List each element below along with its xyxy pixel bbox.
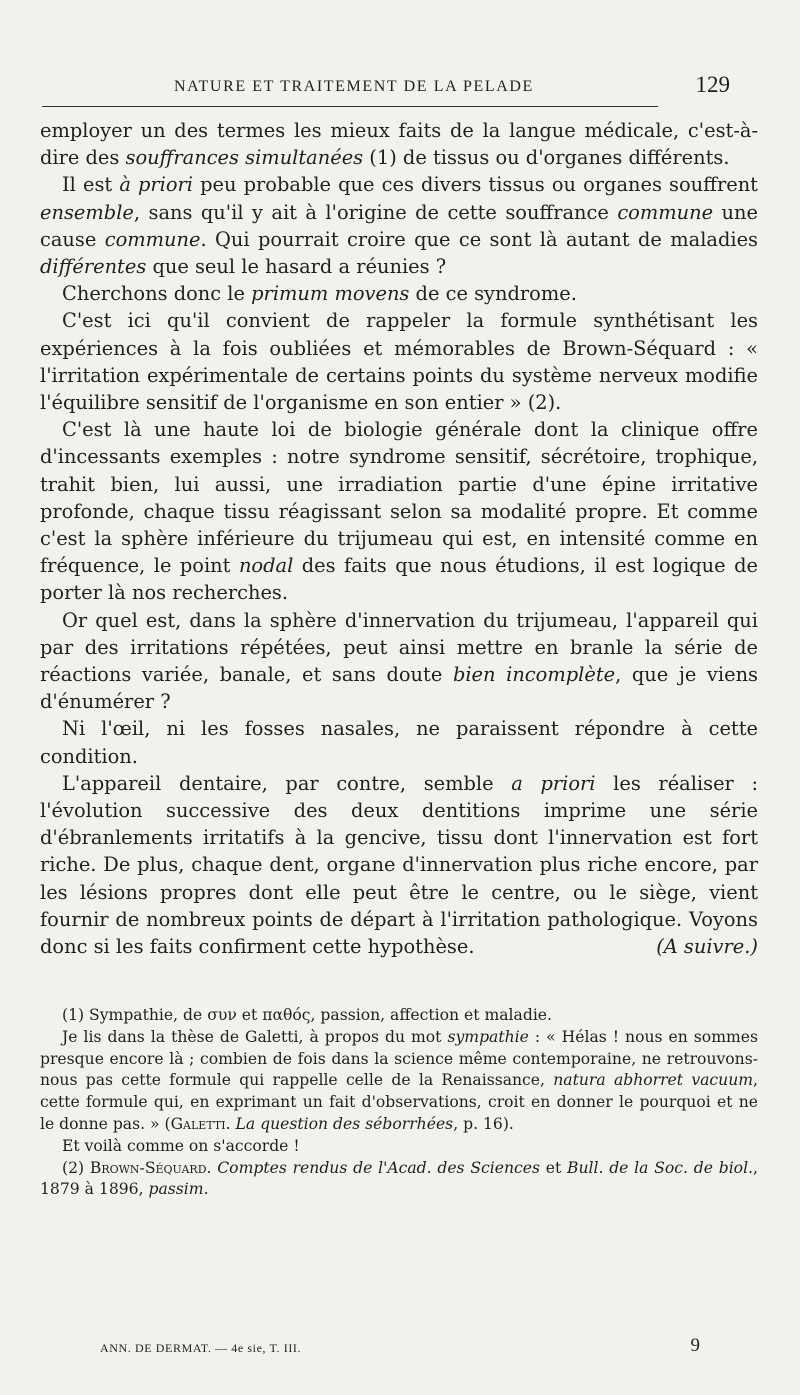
paragraph-2: Il est à priori peu probable que ces divers tissus ou organes souffrent ensemble, sans qu'il y ait à l'origine de cette souffrance commune une cause commune. Qui pourrait croire que ce sont là autant de maladies différentes que seul le hasard a réunies ? <box>40 173 758 279</box>
footnote-1-continued: Je lis dans la thèse de Galetti, à propos du mot sympathie : « Hélas ! nous en sommes presque encore là ; combien de fois dans la science même contemporaine, ne retrouvons-nous pas cette formule qui rappelle celle de la Renaissance, natura abhorret vacuum, cette formule qui, en exprimant un fait d'observations, croit en donner le pourquoi et ne le donne pas. » (Galetti. La question des séborrhées, p. 16). <box>40 1027 759 1133</box>
paragraph-3: Cherchons donc le primum movens de ce syndrome. <box>62 282 577 306</box>
footnotes <box>40 1005 758 1201</box>
body-text <box>40 117 758 960</box>
signature-mark: 9 <box>690 1335 700 1356</box>
footnote-2: (2) Brown-Séquard. Comptes rendus de l'Acad. des Sciences et Bull. de la Soc. de biol., 1879 à 1896, passim. <box>40 1158 758 1199</box>
paragraph-1: employer un des termes les mieux faits de la langue médicale, c'est-à-dire des souffrances simultanées (1) de tissus ou d'organes différents. <box>40 119 758 170</box>
page-header <box>40 72 760 102</box>
paragraph-6: Or quel est, dans la sphère d'innervation du trijumeau, l'appareil qui par des irritations répétées, peut ainsi mettre en branle la série de réactions variée, banale, et sans doute bien incomplète, que je viens d'énumérer ? <box>40 608 759 714</box>
paragraph-5: C'est là une haute loi de biologie générale dont la clinique offre d'incessants exemples : notre syndrome sensitif, sécrétoire, trophique, trahit bien, lui aussi, une irradiation partie d'une épine irritative profonde, chaque tissu réagissant selon sa modalité propre. Et comme c'est la sphère inférieure du trijumeau qui est, en intensité comme en fréquence, le point nodal des faits que nous étudions, il est logique de porter là nos recherches. <box>40 418 758 605</box>
paragraph-7: Ni l'œil, ni les fosses nasales, ne paraissent répondre à cette condition. <box>40 717 758 768</box>
running-title: NATURE ET TRAITEMENT DE LA PELADE <box>174 78 534 95</box>
footnote-1: (1) Sympathie, de συν et παθός, passion, affection et maladie. <box>62 1006 552 1024</box>
footnote-1-remark: Et voilà comme on s'accorde ! <box>62 1136 300 1155</box>
header-rule <box>42 106 658 107</box>
page-footer <box>100 1335 730 1365</box>
paragraph-4: C'est ici qu'il convient de rappeler la formule synthétisant les expériences à la fois oubliées et mémorables de Brown-Séquard : « l'irritation expérimentale de certains points du système nerveux modifie l'équilibre sensitif de l'organisme en son entier » (2). <box>40 309 758 415</box>
paragraph-8: L'appareil dentaire, par contre, semble a priori les réaliser : l'évolution successive des deux dentitions imprime une série d'ébranlements irritatifs à la gencive, tissu dont l'innervation est fort riche. De plus, chaque dent, organe d'innervation plus riche encore, par les lésions propres dont elle peut être le centre, ou le siège, vient fournir de nombreux points de départ à l'irritation pathologique. Voyons donc si les faits confirment cette hypothèse. (A suivre.) <box>40 770 758 960</box>
page-number: 129 <box>695 72 730 97</box>
to-be-continued: (A suivre.) <box>656 935 758 959</box>
journal-reference: ANN. DE DERMAT. — 4e sie, T. III. <box>100 1341 302 1355</box>
